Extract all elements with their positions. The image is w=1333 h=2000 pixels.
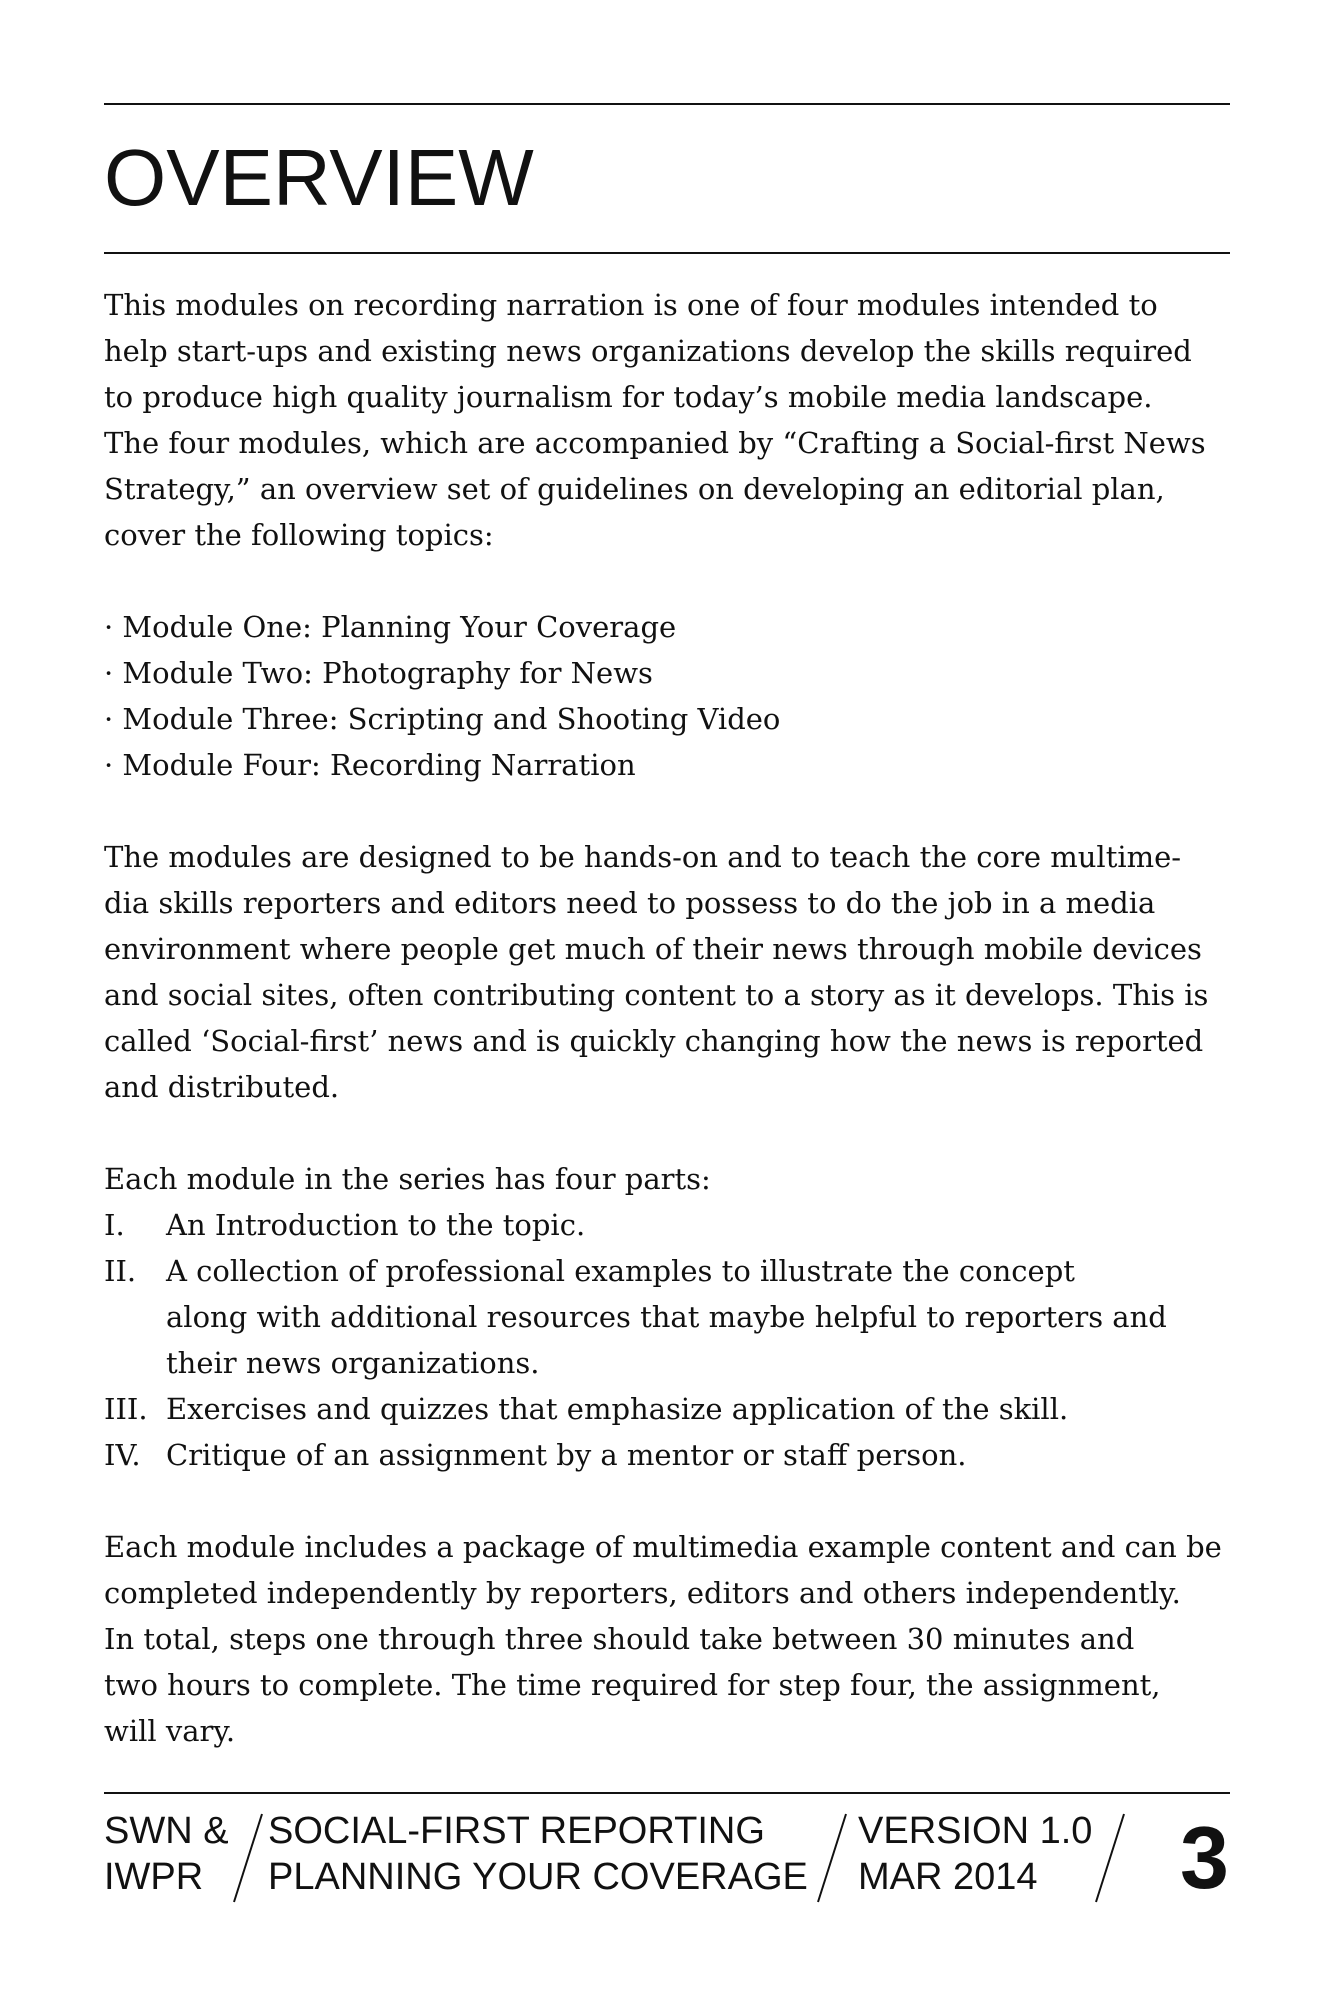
footer-version-line2: MAR 2014 xyxy=(858,1856,1038,1898)
page-title: OVERVIEW xyxy=(104,133,534,222)
top-rule xyxy=(104,103,1230,105)
spacer xyxy=(104,788,1244,834)
footer-series-line2: PLANNING YOUR COVERAGE xyxy=(268,1856,808,1898)
list-text: Critique of an assignment by a mentor or staff person. xyxy=(166,1438,967,1472)
footer-version xyxy=(858,1808,1092,1900)
footer-org-line2: IWPR xyxy=(104,1856,204,1898)
list-item xyxy=(104,1432,1244,1478)
list-number: II. xyxy=(104,1254,137,1288)
page-number: 3 xyxy=(1180,1808,1229,1907)
title-underline-rule xyxy=(104,252,1230,254)
footer-org-line1: SWN & xyxy=(104,1810,229,1852)
list-number: IV. xyxy=(104,1438,141,1472)
list-number: I. xyxy=(104,1208,125,1242)
footer-series-line1: SOCIAL-FIRST REPORTING xyxy=(268,1810,765,1852)
body-text xyxy=(104,282,1244,1754)
spacer xyxy=(104,1110,1244,1156)
list-item: · Module One: Planning Your Coverage xyxy=(104,610,677,644)
slash-divider-icon xyxy=(812,1812,852,1904)
slash-divider-icon xyxy=(228,1812,268,1904)
footer-series xyxy=(268,1808,808,1900)
page-footer xyxy=(0,1808,1333,1908)
spacer xyxy=(104,1478,1244,1524)
slash-divider-icon xyxy=(1090,1812,1130,1904)
parts-intro: Each module in the series has four parts: xyxy=(104,1162,711,1196)
list-text: Exercises and quizzes that emphasize application of the skill. xyxy=(166,1392,1069,1426)
list-number: III. xyxy=(104,1392,148,1426)
list-item: · Module Three: Scripting and Shooting Video xyxy=(104,702,781,736)
list-text: A collection of professional examples to illustrate the concept along with additional resources that maybe helpful to reporters and their news organizations. xyxy=(166,1254,1167,1380)
list-item xyxy=(104,1386,1244,1432)
module-list xyxy=(104,604,1244,788)
spacer xyxy=(104,558,1244,604)
list-text: An Introduction to the topic. xyxy=(166,1208,586,1242)
list-item xyxy=(104,1248,1244,1386)
footer-org xyxy=(104,1808,229,1900)
list-item: · Module Four: Recording Narration xyxy=(104,748,636,782)
list-item xyxy=(104,1202,1244,1248)
parts-list xyxy=(104,1202,1244,1478)
footer-rule xyxy=(104,1792,1230,1794)
design-paragraph: The modules are designed to be hands-on and to teach the core multime- dia skills reporters and editors need to possess to do the job in a media environment where people get much of their news through mobile devices and social sites, often contributing content to a story as it develops. This is called ‘Social-first’ news and is quickly changing how the news is reported and distributed. xyxy=(104,840,1209,1104)
footer-version-line1: VERSION 1.0 xyxy=(858,1810,1093,1852)
intro-paragraph: This modules on recording narration is one of four modules intended to help start-ups and existing news organizations develop the skills required to produce high quality journalism for today’s mobile media landscape. The four modules, which are accompanied by “Crafting a Social-first News Strategy,” an overview set of guidelines on developing an editorial plan, cover the following topics: xyxy=(104,288,1206,552)
closing-paragraph: Each module includes a package of multimedia example content and can be completed independently by reporters, editors and others independently. In total, steps one through three should take between 30 minutes and two hours to complete. The time required for step four, the assignment, will vary. xyxy=(104,1530,1222,1748)
list-item: · Module Two: Photography for News xyxy=(104,656,653,690)
